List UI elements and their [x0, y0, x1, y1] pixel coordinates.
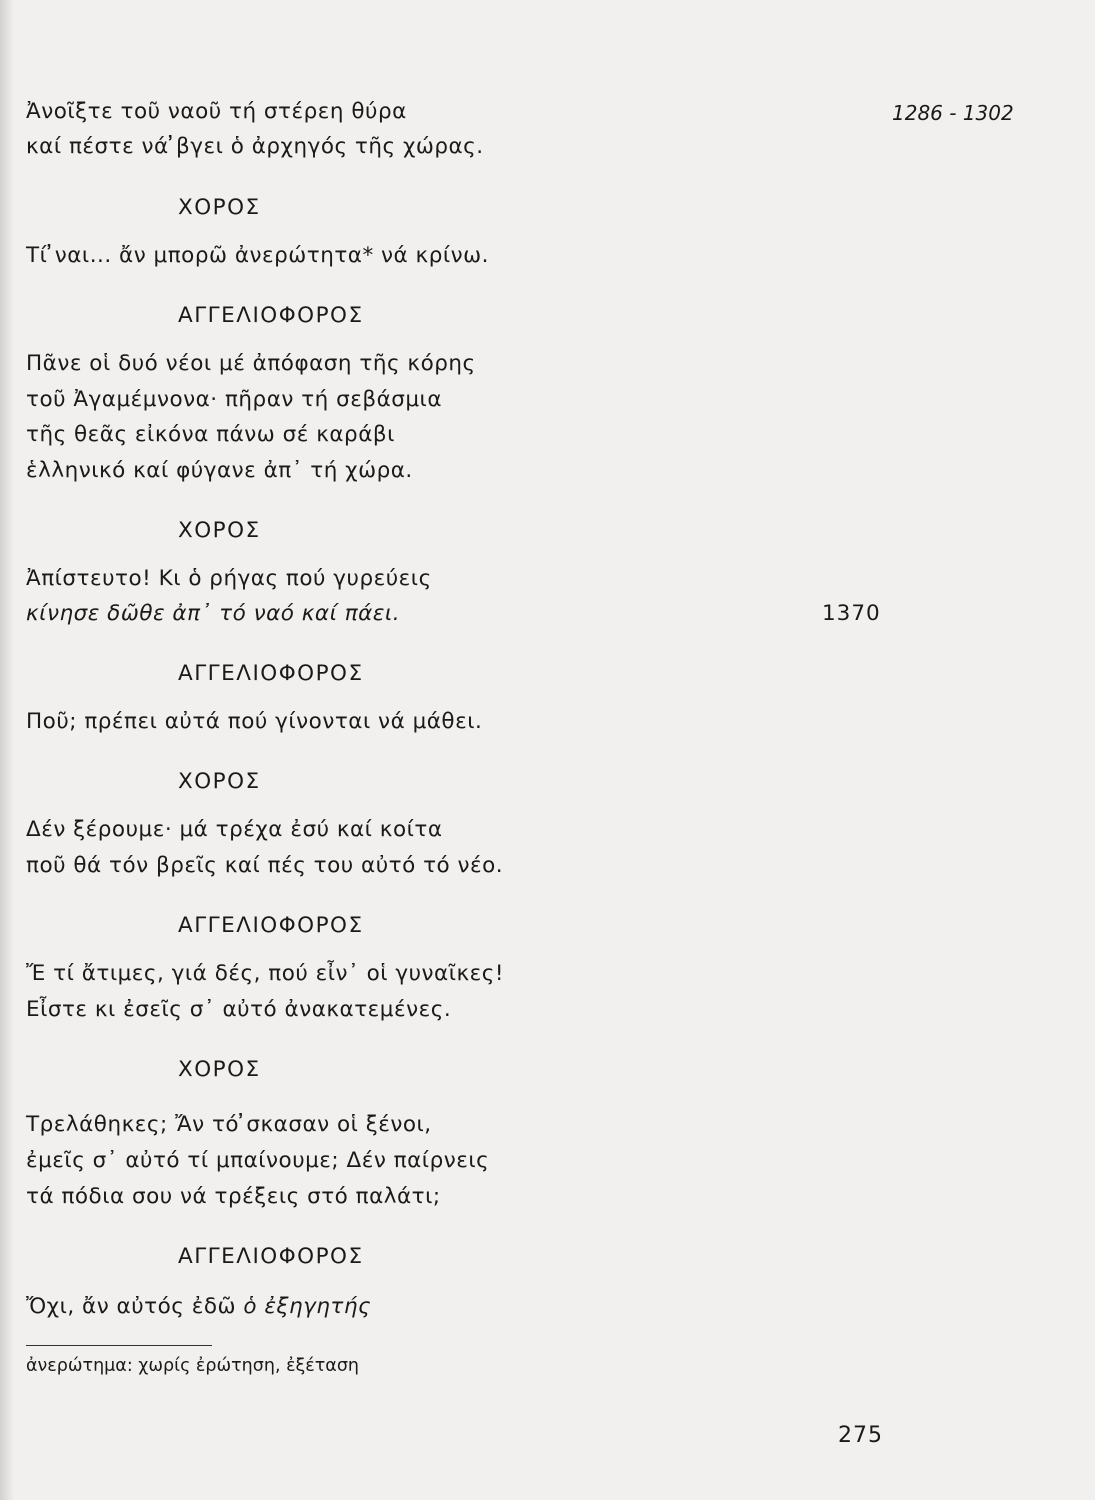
- speaker-label: ΧΟΡΟΣ: [178, 769, 261, 794]
- verse-line: Τί ̓ναι... ἄν μπορῶ ἀνερώτητα* νά κρίνω.: [26, 243, 490, 268]
- verse-line: Δέν ξέρουμε· μά τρέχα ἐσύ καί κοίτα: [26, 817, 443, 842]
- verse-line: ἐμεῖς σ᾽ αὐτό τί μπαίνουμε; Δέν παίρνεις: [26, 1148, 490, 1173]
- speaker-label: ΑΓΓΕΛΙΟΦΟΡΟΣ: [178, 661, 364, 686]
- verse-line: καί πέστε νά ̓βγει ὁ ἀρχηγός τῆς χώρας.: [26, 134, 484, 159]
- verse-line: Τρελάθηκες; Ἄν τό ̓σκασαν οἱ ξένοι,: [26, 1112, 432, 1137]
- footnote-rule: [26, 1345, 212, 1346]
- speaker-label: ΧΟΡΟΣ: [178, 195, 261, 220]
- line-number-marker: 1370: [822, 601, 881, 626]
- line-range-header: 1286 - 1302: [892, 101, 1014, 125]
- speaker-label: ΑΓΓΕΛΙΟΦΟΡΟΣ: [178, 1244, 364, 1269]
- verse-line: ποῦ θά τόν βρεῖς καί πές του αὐτό τό νέο.: [26, 853, 504, 878]
- verse-line: τά πόδια σου νά τρέξεις στό παλάτι;: [26, 1184, 441, 1209]
- verse-line: [26, 1292, 371, 1322]
- verse-line: Ἀπίστευτο! Κι ὁ ρήγας πού γυρεύεις: [26, 566, 432, 591]
- verse-line: κίνησε δῶθε ἀπ᾽ τό ναό καί πάει.: [26, 601, 401, 626]
- verse-line: ἑλληνικό καί φύγανε ἀπ᾽ τή χώρα.: [26, 458, 413, 483]
- speaker-label: ΑΓΓΕΛΙΟΦΟΡΟΣ: [178, 913, 364, 938]
- verse-line: Ἔ τί ἄτιμες, γιά δές, πού εἶν᾽ οἱ γυναῖκες!: [26, 961, 505, 986]
- verse-line: Ποῦ; πρέπει αὐτά πού γίνονται νά μάθει.: [26, 709, 483, 734]
- speaker-label: ΧΟΡΟΣ: [178, 1057, 261, 1082]
- speaker-label: ΧΟΡΟΣ: [178, 518, 261, 543]
- verse-line: Εἶστε κι ἐσεῖς σ᾽ αὐτό ἀνακατεμένες.: [26, 997, 452, 1022]
- verse-line: τῆς θεᾶς εἰκόνα πάνω σέ καράβι: [26, 422, 395, 447]
- speaker-label: ΑΓΓΕΛΙΟΦΟΡΟΣ: [178, 303, 364, 328]
- verse-line: Πᾶνε οἱ δυό νέοι μέ ἀπόφαση τῆς κόρης: [26, 351, 476, 376]
- verse-line: Ἀνοῖξτε τοῦ ναοῦ τή στέρεη θύρα: [26, 99, 407, 124]
- footnote: ἀνερώτημα: χωρίς ἐρώτηση, ἐξέταση: [26, 1356, 360, 1376]
- verse-line: τοῦ Ἀγαμέμνονα· πῆραν τή σεβάσμια: [26, 387, 443, 412]
- page-number: 275: [838, 1423, 883, 1448]
- verse-text-italic: ὁ ἐξηγητής: [243, 1294, 372, 1319]
- verse-text: Ὄχι, ἄν αὐτός ἐδῶ: [26, 1294, 244, 1319]
